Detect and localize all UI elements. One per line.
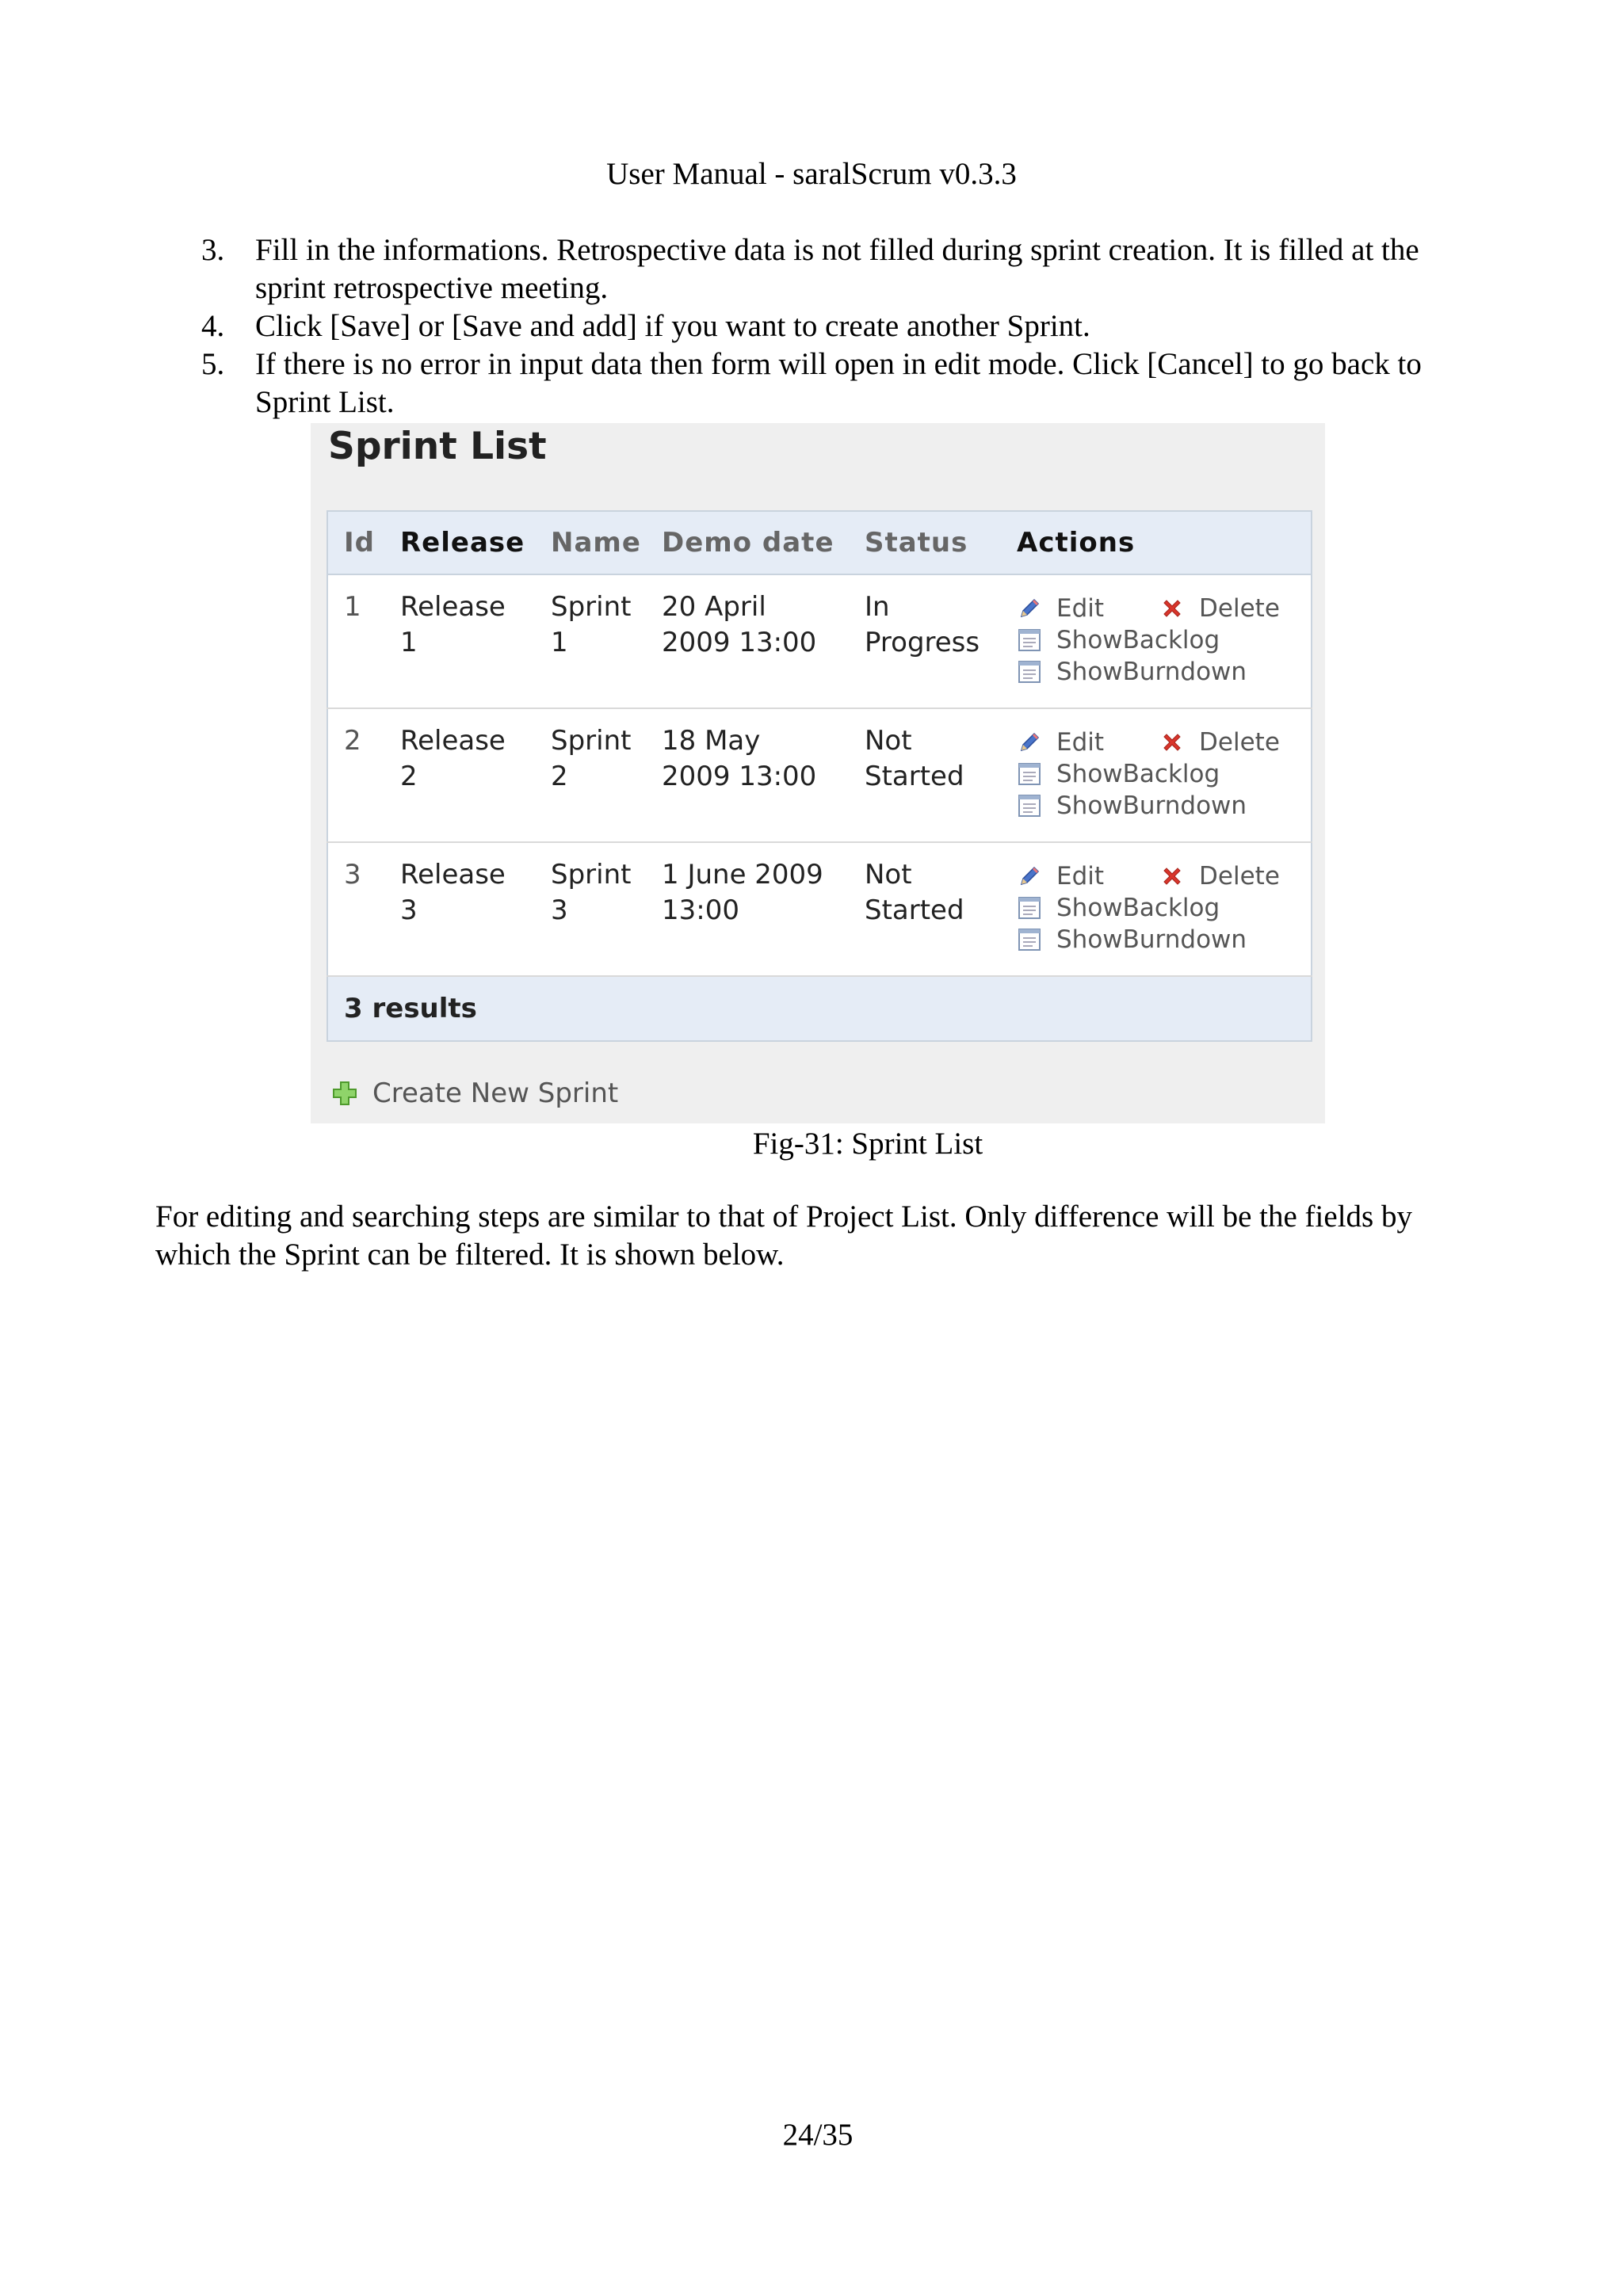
create-new-sprint-link[interactable] (331, 1077, 618, 1109)
sprint-table (327, 510, 1312, 1042)
delete-link[interactable]: Delete (1199, 728, 1280, 757)
cell-status (849, 708, 1001, 842)
cell-status (849, 574, 1001, 708)
edit-link[interactable]: Edit (1056, 594, 1105, 623)
cell-line: Started (865, 761, 964, 792)
cell-line: 3 (551, 894, 568, 926)
body-paragraph: For editing and searching steps are similar to that of Project List. Only difference will be the fields by which the Sprint can be filtered. It is shown below. (155, 1199, 1412, 1272)
cell-name (535, 842, 646, 976)
table-header-row (327, 511, 1312, 574)
delete-link[interactable]: Delete (1199, 594, 1280, 623)
red-x-icon[interactable] (1159, 730, 1185, 755)
document-icon[interactable] (1017, 761, 1042, 787)
cell-line: Not (865, 859, 912, 891)
cell-release (384, 574, 535, 708)
cell-demo-date (646, 708, 849, 842)
page-number: 24/35 (782, 2118, 854, 2152)
cell-line: 2 (400, 761, 418, 792)
cell-line: 2009 13:00 (662, 627, 817, 658)
results-row (327, 976, 1312, 1041)
document-icon[interactable] (1017, 895, 1042, 921)
cell-status (849, 842, 1001, 976)
cell-id: 1 (327, 574, 384, 708)
cell-line: 2009 13:00 (662, 761, 817, 792)
delete-link[interactable]: Delete (1199, 862, 1280, 891)
cell-line: 2 (551, 761, 568, 792)
column-header-name[interactable]: Name (535, 511, 646, 574)
cell-name (535, 708, 646, 842)
column-header-status[interactable]: Status (849, 511, 1001, 574)
edit-link[interactable]: Edit (1056, 862, 1105, 891)
document-icon[interactable] (1017, 659, 1042, 685)
show-backlog-link[interactable]: ShowBacklog (1056, 894, 1220, 922)
results-count: 3 results (327, 976, 1312, 1041)
column-header-release[interactable]: Release (384, 511, 535, 574)
step-number: 5. (201, 347, 225, 381)
show-burndown-link[interactable]: ShowBurndown (1056, 791, 1247, 820)
steps-list (201, 231, 1485, 421)
cell-line: 3 (400, 894, 418, 926)
cell-line: Progress (865, 627, 980, 658)
cell-line: 20 April (662, 591, 766, 623)
show-backlog-link[interactable]: ShowBacklog (1056, 760, 1220, 788)
figure-caption: Fig-31: Sprint List (752, 1127, 983, 1161)
cell-line: Release (400, 859, 506, 891)
document-icon[interactable] (1017, 927, 1042, 952)
show-burndown-link[interactable]: ShowBurndown (1056, 658, 1247, 686)
step-number: 3. (201, 233, 225, 267)
cell-release (384, 842, 535, 976)
pencil-icon[interactable] (1017, 864, 1042, 889)
cell-actions (1001, 708, 1312, 842)
create-new-sprint-label[interactable]: Create New Sprint (372, 1077, 619, 1109)
document-icon[interactable] (1017, 627, 1042, 653)
step-number: 4. (201, 309, 225, 343)
pencil-icon[interactable] (1017, 596, 1042, 621)
column-header-id[interactable]: Id (327, 511, 384, 574)
step-text: Click [Save] or [Save and add] if you want to create another Sprint. (255, 309, 1090, 343)
red-x-icon[interactable] (1159, 596, 1185, 621)
cell-id: 2 (327, 708, 384, 842)
step-item (201, 231, 1485, 307)
cell-line: Release (400, 725, 506, 757)
column-header-actions: Actions (1001, 511, 1312, 574)
cell-id: 3 (327, 842, 384, 976)
cell-actions (1001, 842, 1312, 976)
red-x-icon[interactable] (1159, 864, 1185, 889)
cell-line: 1 June 2009 (662, 859, 823, 891)
cell-line: Sprint (551, 725, 632, 757)
cell-demo-date (646, 574, 849, 708)
show-backlog-link[interactable]: ShowBacklog (1056, 626, 1220, 654)
page-header: User Manual - saralScrum v0.3.3 (606, 157, 1017, 191)
step-text: Fill in the informations. Retrospective data is not filled during sprint creation. It is filled at the sprint retrospective meeting. (255, 233, 1419, 305)
edit-link[interactable]: Edit (1056, 728, 1105, 757)
cell-line: Started (865, 894, 964, 926)
column-header-demo-date[interactable]: Demo date (646, 511, 849, 574)
cell-line: In (865, 591, 890, 623)
cell-line: 13:00 (662, 894, 739, 926)
cell-name (535, 574, 646, 708)
pencil-icon[interactable] (1017, 730, 1042, 755)
table-row (327, 842, 1312, 976)
document-icon[interactable] (1017, 793, 1042, 818)
cell-release (384, 708, 535, 842)
green-plus-icon[interactable] (331, 1080, 358, 1107)
table-row (327, 574, 1312, 708)
sprint-list-title: Sprint List (328, 425, 547, 468)
cell-actions (1001, 574, 1312, 708)
cell-line: Not (865, 725, 912, 757)
cell-line: Sprint (551, 859, 632, 891)
cell-line: Sprint (551, 591, 632, 623)
cell-line: Release (400, 591, 506, 623)
table-row (327, 708, 1312, 842)
cell-line: 1 (551, 627, 568, 658)
show-burndown-link[interactable]: ShowBurndown (1056, 925, 1247, 954)
cell-demo-date (646, 842, 849, 976)
cell-line: 18 May (662, 725, 761, 757)
sprint-list-screenshot (311, 423, 1325, 1123)
step-item (201, 307, 1485, 345)
cell-line: 1 (400, 627, 418, 658)
step-item (201, 345, 1485, 421)
step-text: If there is no error in input data then form will open in edit mode. Click [Cancel] to go back to Sprint List. (255, 347, 1422, 419)
